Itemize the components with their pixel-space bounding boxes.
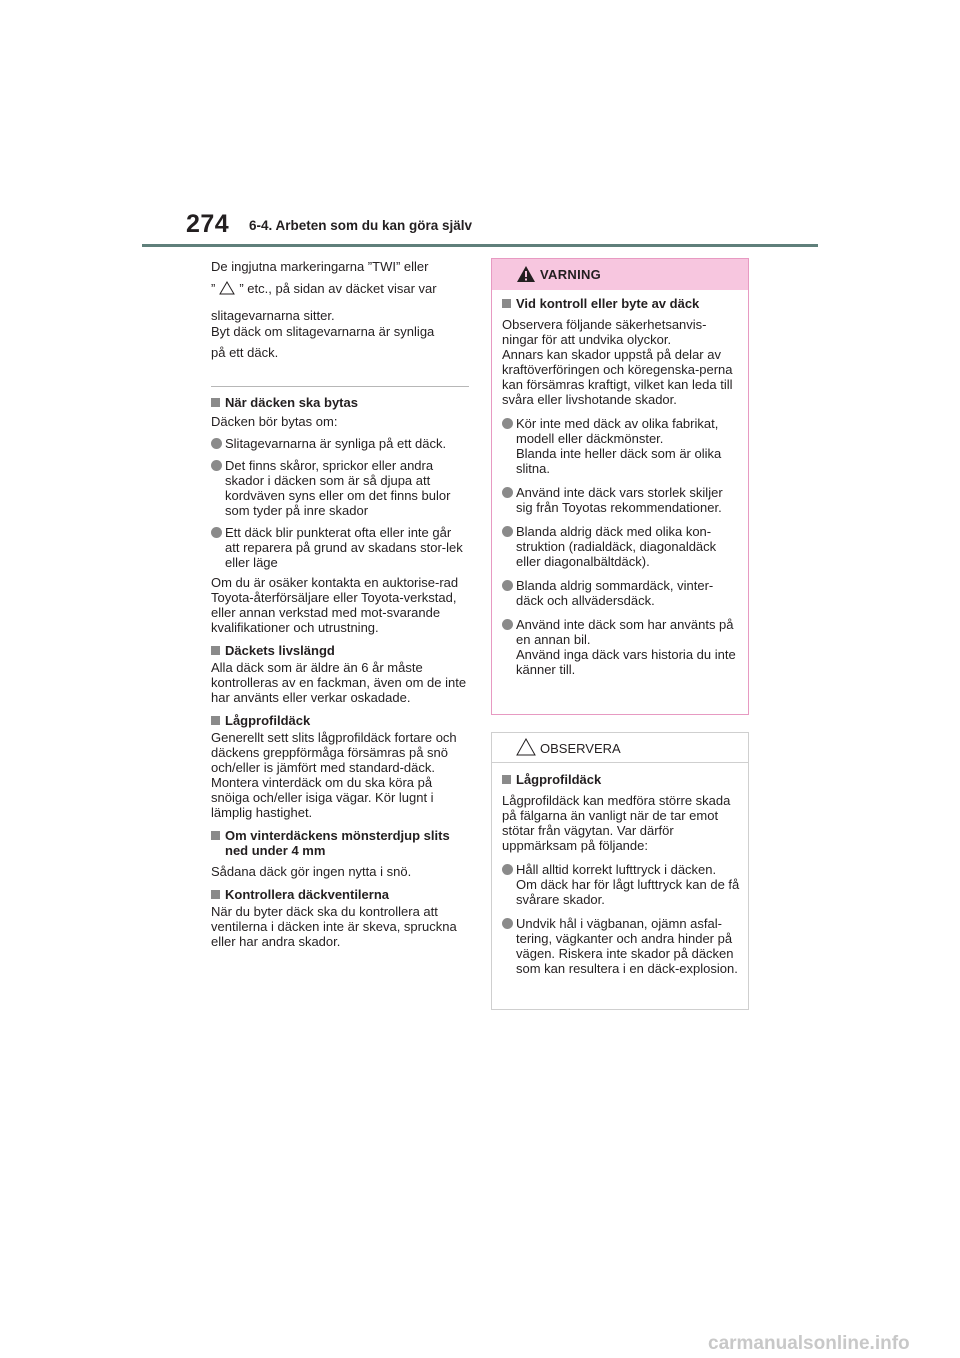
left-column — [211, 256, 469, 949]
bullet-dot-icon — [502, 526, 513, 537]
list-item: Använd inte däck som har använts på en annan bil. Använd inga däck vars historia du inte känner till. — [502, 617, 740, 677]
divider — [211, 386, 469, 387]
notice-box — [491, 732, 749, 1010]
square-bullet-icon — [211, 398, 220, 407]
bullet-dot-icon — [502, 418, 513, 429]
bullet-dot-icon — [502, 619, 513, 630]
list-item: Slitagevarnarna är synliga på ett däck. — [211, 436, 469, 451]
intro-line: på ett däck. — [211, 345, 279, 360]
list-item: Det finns skåror, sprickor eller andra skador i däcken som är så djupa att kordväven syns eller om det finns bulor som tyder på inre skador — [211, 458, 469, 518]
square-bullet-icon — [502, 299, 511, 308]
subheading: Däckets livslängd — [211, 643, 469, 658]
header-rule — [142, 244, 818, 247]
warning-box — [491, 258, 749, 715]
subheading: Kontrollera däckventilerna — [211, 887, 469, 902]
section-title: 6-4. Arbeten som du kan göra själv — [249, 218, 473, 233]
body-text: När du byter däck ska du kontrollera att ventilerna i däcken inte är skeva, spruckna eller har andra skador. — [211, 904, 457, 949]
subheading: När däcken ska bytas — [211, 395, 469, 410]
intro-line-post: ” etc., på sidan av däcket visar var — [239, 281, 437, 296]
list-item: Använd inte däck vars storlek skiljer sig från Toyotas rekommendationer. — [502, 485, 740, 515]
bullet-dot-icon — [502, 580, 513, 591]
notice-label: OBSERVERA — [540, 741, 621, 756]
notice-header — [492, 733, 748, 763]
warning-triangle-icon — [516, 265, 536, 283]
list-item: Ett däck blir punkterat ofta eller inte går att reparera på grund av skadans stor-lek eller läge — [211, 525, 469, 570]
page-number: 274 — [186, 210, 230, 238]
list-item: Kör inte med däck av olika fabrikat, modell eller däckmönster. Blanda inte heller däck som är olika slitna. — [502, 416, 740, 476]
subheading: Om vinterdäckens mönsterdjup slits ned under 4 mm — [211, 828, 469, 858]
body-text: Alla däck som är äldre än 6 år måste kontrolleras av en fackman, även om de inte har använts eller verkar oskadade. — [211, 660, 467, 705]
notice-body — [492, 763, 748, 976]
bullet-dot-icon — [502, 487, 513, 498]
bullet-dot-icon — [211, 460, 222, 471]
intro-line-pre: ” — [211, 281, 216, 296]
watermark: carmanualsonline.info — [708, 1333, 910, 1354]
body-text: Annars kan skador uppstå på delar av kraftöverföringen och köregenska-perna kan försämras kraftigt, vilket kan leda till svåra eller livshotande skador. — [502, 347, 733, 407]
square-bullet-icon — [211, 890, 220, 899]
intro-line — [211, 278, 469, 302]
list-item: Blanda aldrig däck med olika kon-struktion (radialdäck, diagonaldäck eller diagonalbältdäck). — [502, 524, 740, 569]
bullet-dot-icon — [502, 918, 513, 929]
square-bullet-icon — [211, 831, 220, 840]
warning-header — [492, 259, 748, 290]
list-item: Undvik hål i vägbanan, ojämn asfal-tering, vägkanter och andra hinder på vägen. Riskera inte skador på däcken som kan resultera i en däck-explosion. — [502, 916, 740, 976]
intro-paragraph — [211, 256, 469, 364]
square-bullet-icon — [502, 775, 511, 784]
subheading: Lågprofildäck — [211, 713, 469, 728]
body-text: Lågprofildäck kan medföra större skada på fälgarna än vanligt när de tar emot stötar från vägytan. Var därför uppmärksam på följande: — [502, 793, 731, 853]
square-bullet-icon — [211, 716, 220, 725]
body-text: Sådana däck gör ingen nytta i snö. — [211, 864, 412, 879]
body-text: Däcken bör bytas om: — [211, 414, 338, 429]
intro-line: Byt däck om slitagevarnarna är synliga — [211, 324, 435, 339]
notice-title: Lågprofildäck — [502, 772, 740, 787]
list-item: Håll alltid korrekt lufttryck i däcken. Om däck har för lågt lufttryck kan de få svårare skador. — [502, 862, 740, 907]
body-text: Generellt sett slits lågprofildäck fortare och däckens greppförmåga försämras på snö och/eller is jämfört med standard-däck. Montera vinterdäck om du ska köra på snöiga och/eller isiga vägar. Kör lugnt i lämplig hastighet. — [211, 730, 457, 820]
intro-line: slitagevarnarna sitter. — [211, 308, 335, 323]
warning-body — [492, 290, 748, 677]
bullet-dot-icon — [211, 438, 222, 449]
bullet-dot-icon — [502, 864, 513, 875]
list-item: Blanda aldrig sommardäck, vinter-däck och allvädersdäck. — [502, 578, 740, 608]
caution-triangle-icon — [516, 738, 536, 756]
square-bullet-icon — [211, 646, 220, 655]
warning-title: Vid kontroll eller byte av däck — [502, 296, 740, 311]
intro-line: De ingjutna markeringarna ”TWI” eller — [211, 259, 429, 274]
warning-label: VARNING — [540, 267, 602, 282]
page-header — [0, 0, 960, 250]
twi-triangle-icon — [219, 280, 235, 302]
bullet-dot-icon — [211, 527, 222, 538]
body-text: Om du är osäker kontakta en auktorise-rad Toyota-återförsäljare eller Toyota-verkstad, eller annan verkstad med mot-svarande kvalifikationer och utrustning. — [211, 575, 459, 635]
body-text: Observera följande säkerhetsanvis-ningar för att undvika olyckor. — [502, 317, 707, 347]
